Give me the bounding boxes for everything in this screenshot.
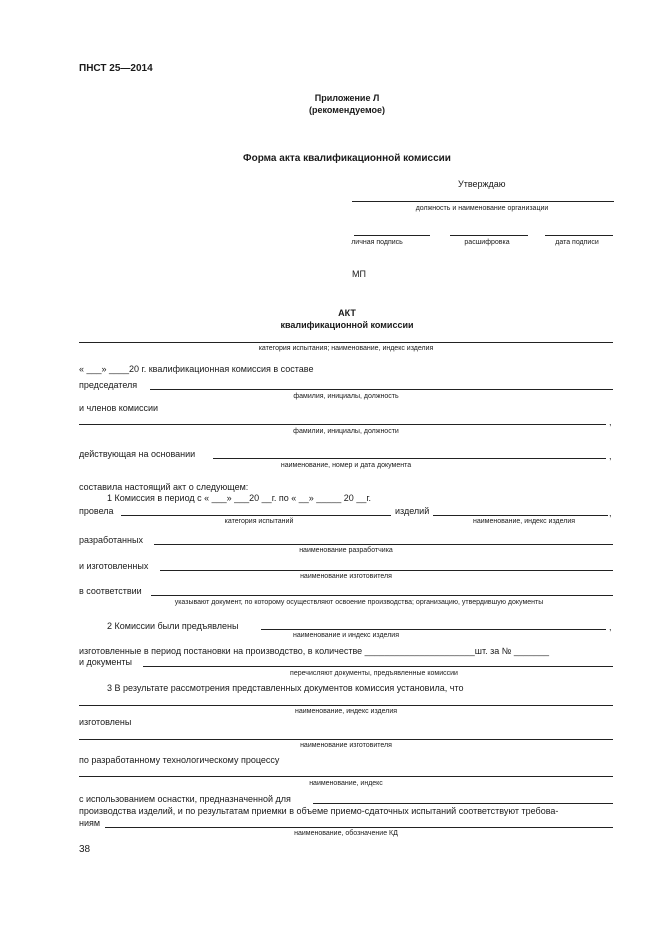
basis-caption: наименование, номер и дата документа (280, 462, 412, 469)
members-line (79, 424, 606, 425)
item1-text: 1 Комиссия в период с « ___» ___20 __г. по « __» _____ 20 __г. (107, 493, 372, 503)
decoding-line (450, 235, 528, 236)
category-line (79, 342, 613, 343)
position-line (352, 201, 614, 202)
item2-text: 2 Комиссии были предъявлены (107, 621, 239, 631)
product-name-line (433, 515, 608, 516)
docs-line (143, 666, 613, 667)
chairman-caption: фамилия, инициалы, должность (293, 393, 399, 400)
appendix-title: Приложение Л (314, 93, 380, 103)
test-category-line (121, 515, 391, 516)
page-number: 38 (79, 844, 91, 855)
item3-line (79, 705, 613, 706)
item2-comma: , (609, 622, 612, 632)
category-caption: категория испытания; наименование, индекс изделия (258, 345, 434, 352)
products-label: изделий (395, 506, 430, 516)
approve-label: Утверждаю (458, 179, 506, 189)
compiled-text: составила настоящий акт о следующем: (79, 482, 249, 492)
test-category-caption: категория испытаний (224, 518, 294, 525)
chairman-label: председателя (79, 380, 138, 390)
tooling-line (313, 803, 613, 804)
basis-line (213, 458, 606, 459)
production-text: производства изделий, и по результатам приемки в объеме приемо-сдаточных испытаний соответствуют требова- (79, 806, 559, 816)
basis-comma: , (609, 451, 612, 461)
document-code: ПНСТ 25—2014 (79, 63, 153, 74)
accordance-label: в соответствии (79, 586, 142, 596)
item2-caption: наименование и индекс изделия (293, 632, 399, 639)
kd-line (105, 827, 613, 828)
signature-line (354, 235, 430, 236)
requirements-label: ниям (79, 818, 101, 828)
kd-caption: наименование, обозначение КД (294, 830, 398, 837)
product-comma: , (609, 508, 612, 518)
decoding-caption: расшифровка (464, 239, 510, 246)
acting-label: действующая на основании (79, 449, 196, 459)
appendix-subtitle: (рекомендуемое) (309, 105, 385, 115)
developed-label: разработанных (79, 535, 143, 545)
developer-line (154, 544, 613, 545)
tooling-label: с использованием оснастки, предназначенной для (79, 794, 291, 804)
docs-caption: перечисляют документы, предъявленные комиссии (290, 670, 458, 677)
act-subtitle: квалификационной комиссии (280, 320, 414, 330)
process-line (79, 776, 613, 777)
chairman-line (150, 389, 613, 390)
made-line (79, 739, 613, 740)
made-label: изготовлены (79, 717, 132, 727)
process-label: по разработанному технологическому процессу (79, 755, 280, 765)
manufacturer-caption: наименование изготовителя (300, 573, 392, 580)
manufacturer-line (160, 570, 613, 571)
item3-text: 3 В результате рассмотрения представленных документов комиссия установила, что (107, 683, 464, 693)
manufactured-label: и изготовленных (79, 561, 149, 571)
accordance-line (151, 595, 613, 596)
made-caption: наименование изготовителя (300, 742, 392, 749)
conducted-label: провела (79, 506, 114, 516)
date-commission-line: « ___» ____20 г. квалификационная комиссия в составе (79, 364, 314, 374)
produced-period-text: изготовленные в период постановки на производство, в количестве ______________________шт. за № _______ (79, 646, 549, 656)
accordance-caption: указывают документ, по которому осуществляют освоение производства; организацию, утвердившую документы (174, 599, 544, 606)
position-caption: должность и наименование организации (415, 205, 549, 212)
process-caption: наименование, индекс (309, 780, 383, 787)
seal-mark: МП (352, 269, 366, 279)
members-label: и членов комиссии (79, 403, 159, 413)
date-caption: дата подписи (555, 239, 599, 246)
product-name-caption: наименование, индекс изделия (472, 518, 576, 525)
members-caption: фамилии, инициалы, должности (293, 428, 399, 435)
act-title: АКТ (338, 308, 356, 318)
signature-caption: личная подпись (351, 239, 403, 246)
form-title: Форма акта квалификационной комиссии (243, 153, 451, 164)
date-line (545, 235, 613, 236)
developer-caption: наименование разработчика (299, 547, 393, 554)
item2-line (261, 629, 606, 630)
item3-caption: наименование, индекс изделия (294, 708, 398, 715)
members-comma: , (609, 417, 612, 427)
and-docs-label: и документы (79, 657, 132, 667)
